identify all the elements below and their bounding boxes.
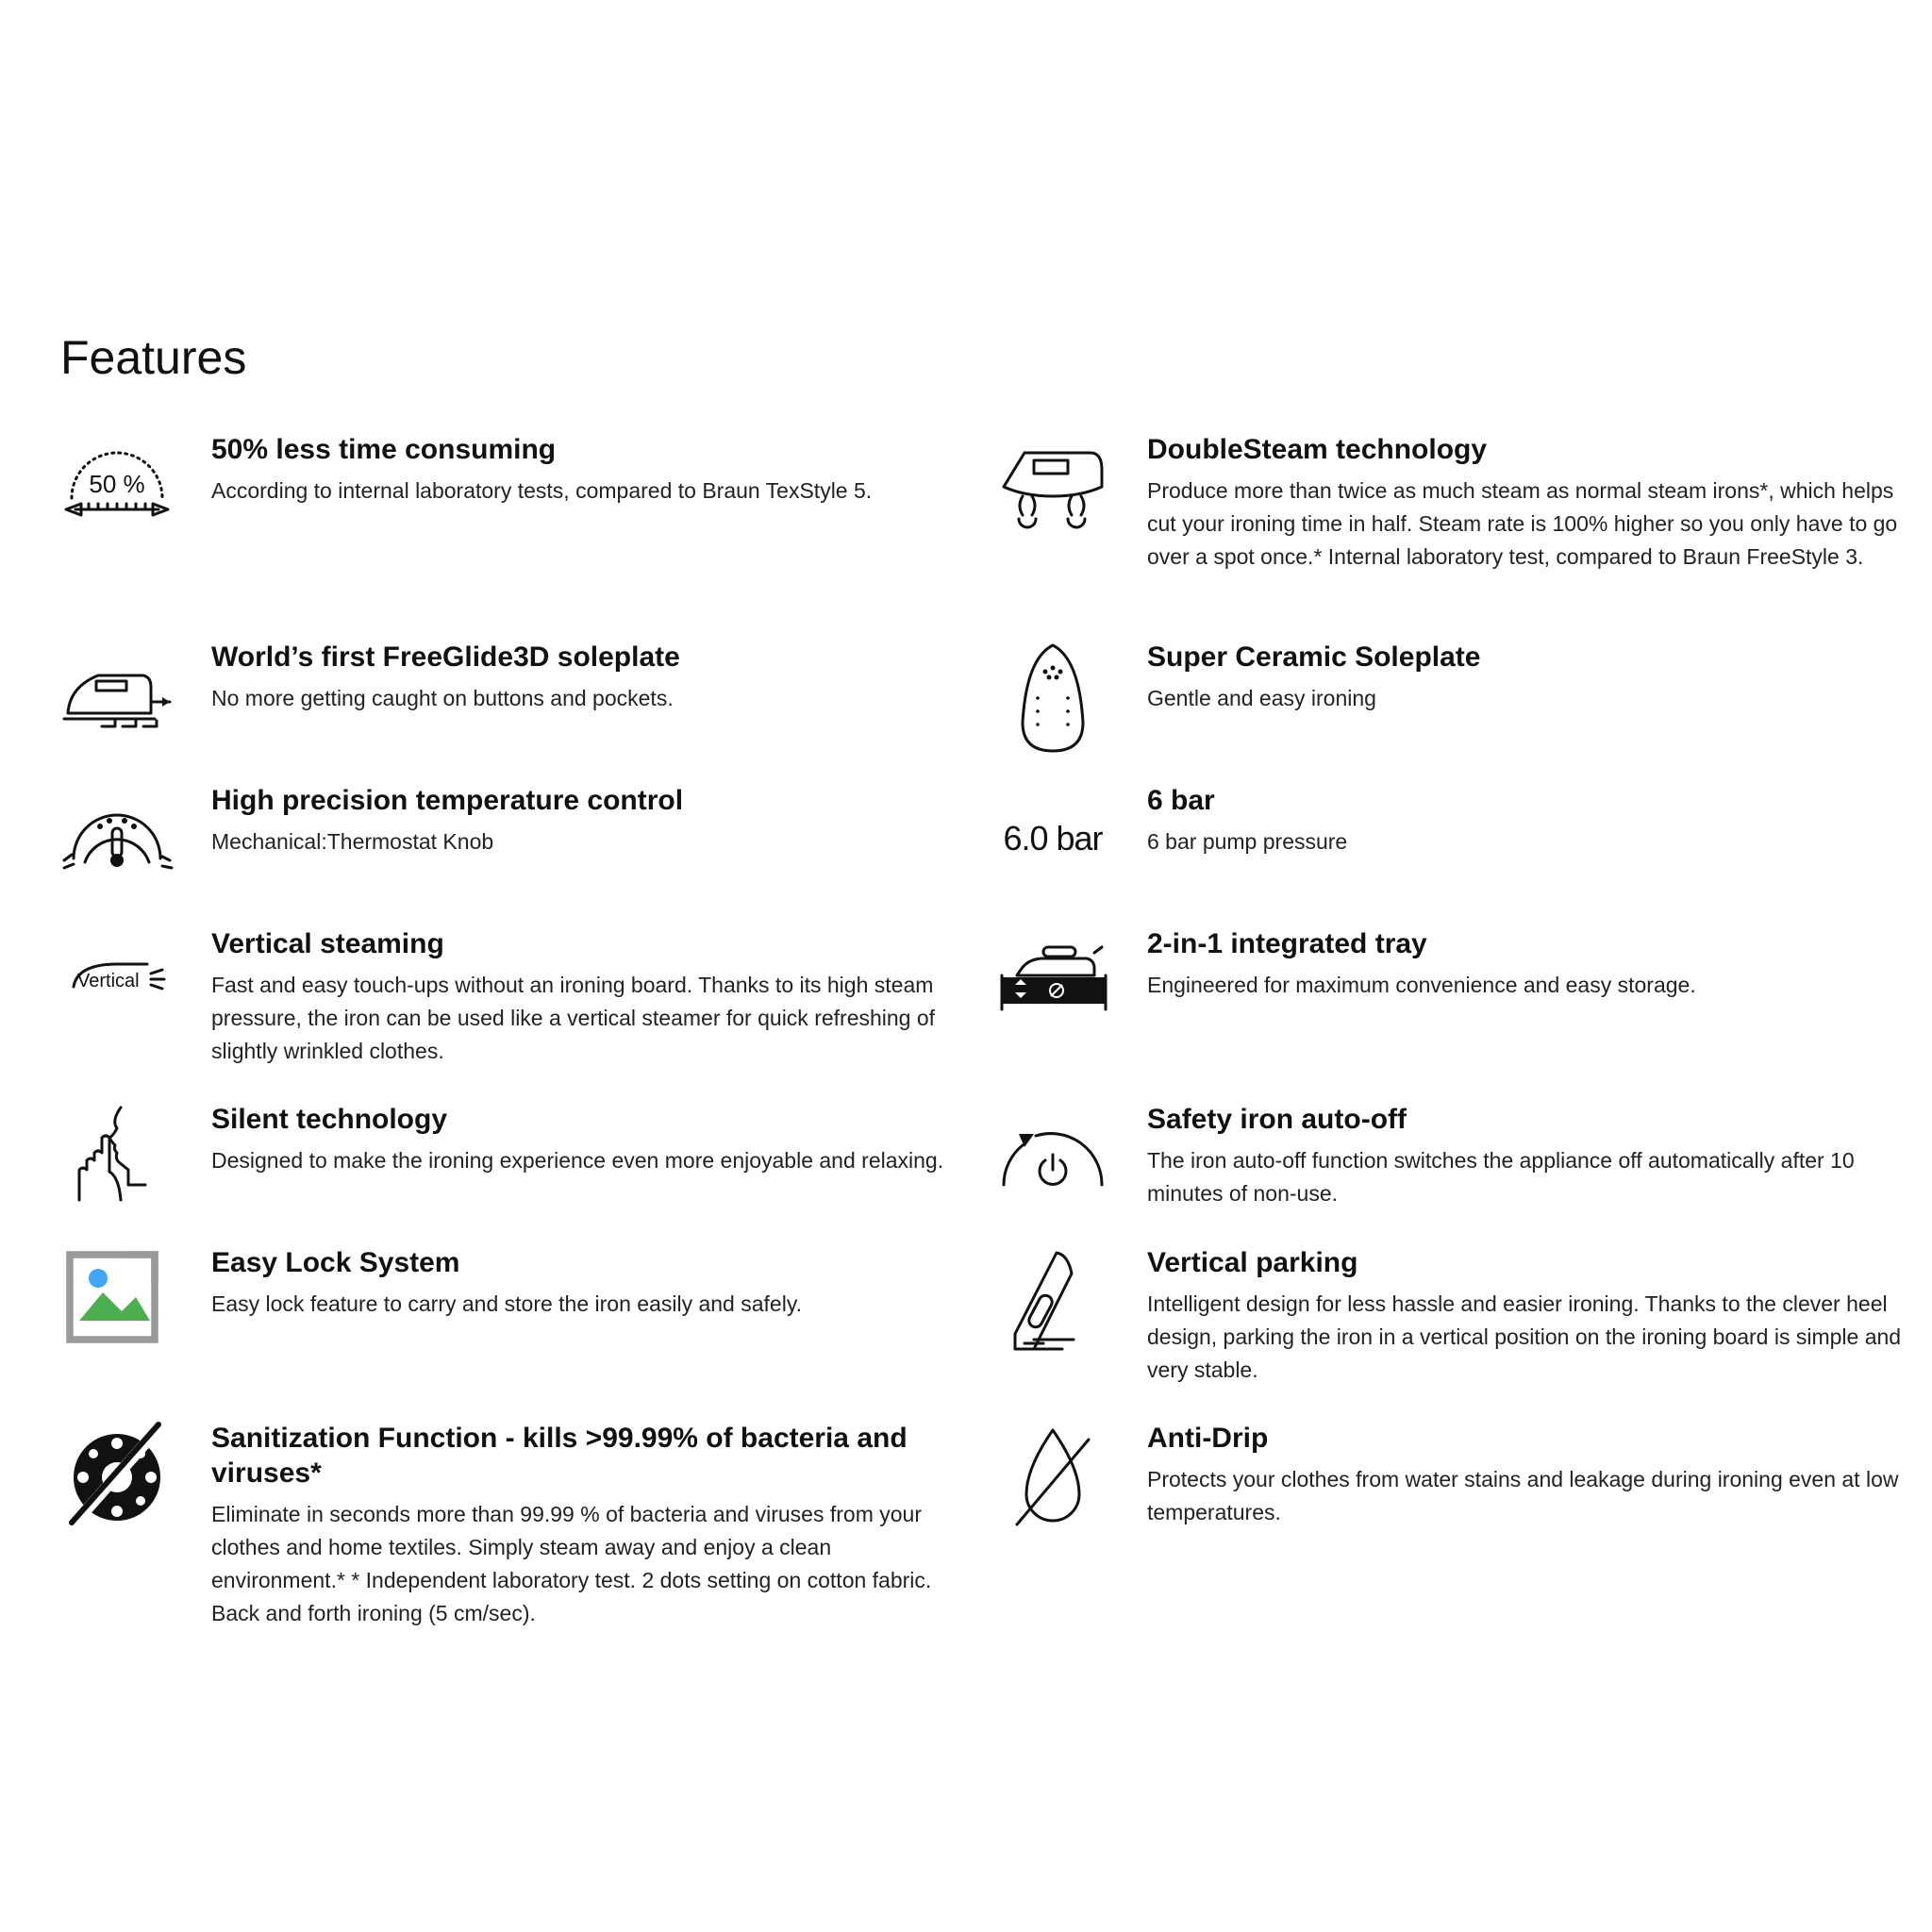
feature-title: 50% less time consuming — [211, 434, 557, 465]
double-steam-iron-icon — [996, 432, 1109, 545]
page-title: Features — [60, 331, 247, 384]
pressure-label: 6.0 bar — [1003, 819, 1103, 858]
feature-description: Gentle and easy ironing — [1147, 686, 1376, 710]
vertical-steam-icon — [60, 926, 174, 1040]
feature-title: DoubleSteam technology — [1147, 434, 1488, 465]
feature-ceramic-soleplate — [996, 640, 1902, 715]
silent-hand-icon — [60, 1102, 174, 1215]
feature-title: High precision temperature control — [211, 785, 684, 816]
feature-vertical-steaming — [60, 926, 957, 1068]
broken-image-icon — [60, 1245, 174, 1358]
feature-title: Sanitization Function - kills >99.99% of bacteria and viruses* — [211, 1423, 908, 1489]
feature-description: Protects your clothes from water stains and leakage during ironing even at low temperatures. — [1147, 1467, 1899, 1524]
feature-description: No more getting caught on buttons and pockets. — [211, 686, 674, 710]
feature-title: World’s first FreeGlide3D soleplate — [211, 641, 680, 673]
fifty-percent-gauge-icon — [60, 432, 174, 545]
feature-easy-lock — [60, 1245, 957, 1321]
feature-title: 2-in-1 integrated tray — [1147, 928, 1427, 959]
feature-description: Fast and easy touch-ups without an ironing board. Thanks to its high steam pressure, the iron can be used like a vertical steamer for quick refreshing of slightly wrinkled clothes. — [211, 973, 936, 1063]
feature-double-steam — [996, 432, 1902, 574]
feature-less-time — [60, 432, 957, 508]
feature-temperature-control — [60, 783, 957, 858]
vertical-label: Vertical — [77, 971, 140, 991]
ceramic-soleplate-icon — [996, 640, 1109, 753]
feature-description: According to internal laboratory tests, compared to Braun TexStyle 5. — [211, 478, 873, 503]
feature-six-bar — [996, 783, 1902, 858]
feature-description: Engineered for maximum convenience and easy storage. — [1147, 973, 1696, 997]
no-bacteria-icon — [60, 1421, 174, 1534]
iron-soleplate-glide-icon — [60, 640, 174, 753]
feature-title: Silent technology — [211, 1104, 448, 1135]
feature-description: The iron auto-off function switches the appliance off automatically after 10 minutes of non-use. — [1147, 1148, 1855, 1206]
feature-title: Easy Lock System — [211, 1247, 460, 1278]
pressure-text-icon — [996, 783, 1109, 896]
feature-description: Intelligent design for less hassle and easier ironing. Thanks to the clever heel design, parking the iron in a vertical position on the ironing board is simple and very stable. — [1147, 1291, 1902, 1382]
feature-title: Anti-Drip — [1147, 1423, 1269, 1454]
feature-sanitization — [60, 1421, 957, 1630]
fifty-percent-label: 50 % — [89, 470, 145, 498]
anti-drip-icon — [996, 1421, 1109, 1534]
feature-title: Super Ceramic Soleplate — [1147, 641, 1481, 673]
integrated-tray-icon — [996, 926, 1109, 1040]
vertical-parking-icon — [996, 1245, 1109, 1358]
feature-description: Designed to make the ironing experience even more enjoyable and relaxing. — [211, 1148, 944, 1173]
feature-description: Easy lock feature to carry and store the iron easily and safely. — [211, 1291, 802, 1316]
feature-vertical-parking — [996, 1245, 1902, 1387]
feature-description: Mechanical:Thermostat Knob — [211, 829, 494, 854]
feature-silent — [60, 1102, 957, 1177]
feature-freeglide — [60, 640, 957, 715]
feature-title: Vertical parking — [1147, 1247, 1358, 1278]
feature-title: Safety iron auto-off — [1147, 1104, 1407, 1135]
feature-auto-off — [996, 1102, 1902, 1210]
feature-description: 6 bar pump pressure — [1147, 829, 1348, 854]
feature-title: Vertical steaming — [211, 928, 444, 959]
feature-title: 6 bar — [1147, 785, 1215, 816]
temperature-dial-icon — [60, 783, 174, 896]
auto-off-power-icon — [996, 1102, 1109, 1215]
feature-description: Eliminate in seconds more than 99.99 % of bacteria and viruses from your clothes and home textiles. Simply steam away and enjoy a clean environment.* * Independent laboratory test. 2 dots setting on cotton fabric. Back and forth ironing (5 cm/sec). — [211, 1502, 932, 1625]
feature-anti-drip — [996, 1421, 1902, 1529]
feature-description: Produce more than twice as much steam as normal steam irons*, which helps cut your ironing time in half. Steam rate is 100% higher so you only have to go over a spot once.* Internal laboratory test, compared to Braun FreeStyle 3. — [1147, 478, 1898, 569]
feature-integrated-tray — [996, 926, 1902, 1002]
